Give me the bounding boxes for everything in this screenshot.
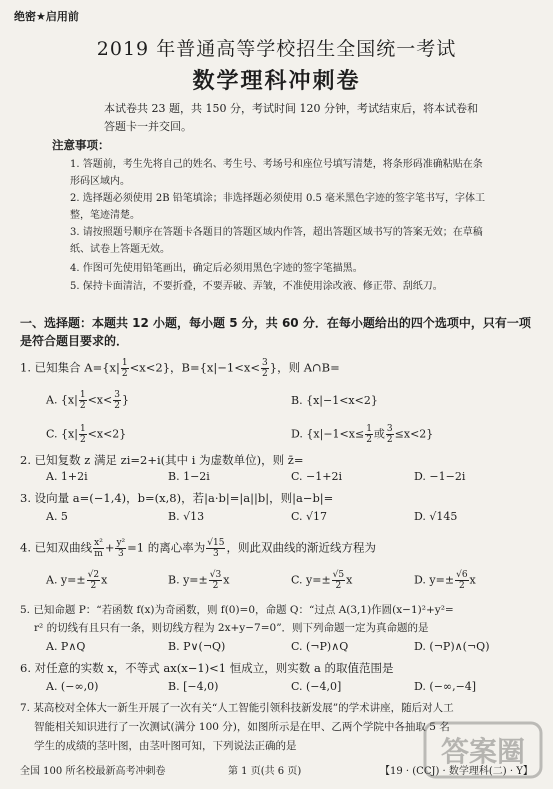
footer-source: 全国 100 所名校最新高考冲刺卷: [20, 766, 166, 777]
question-1-option-c: C. {x| $\frac{1}{2}$ <x<2}: [46, 424, 127, 445]
question-6-option-a: A. (−∞,0): [46, 680, 99, 693]
note-1: 1. 答题前，考生先将自己的姓名、考生号、考场号和座位号填写清楚，将条形码准确粘贴在条形码区域内。: [70, 159, 483, 187]
note-2: 2. 选择题必须使用 2B 铅笔填涂；非选择题必须使用 0.5 毫米黑色字迹的签字笔书写，字体工整，笔迹清楚。: [70, 193, 486, 221]
exam-title: 2019 年普通高等学校招生全国统一考试: [96, 38, 457, 60]
question-2-option-b: B. 1−2i: [168, 470, 210, 483]
question-5-option-b: B. P∨(¬Q): [168, 640, 226, 653]
note-3: 3. 请按照题号顺序在答题卡各题目的答题区域内作答，超出答题区域书写的答案无效；在草稿纸、试卷上答题无效。: [70, 227, 483, 255]
question-6-stem: 6. 对任意的实数 x，不等式 ax(x−1)<1 恒成立，则实数 a 的取值范围是: [20, 661, 394, 675]
question-2-option-c: C. −1+2i: [291, 470, 342, 483]
question-2-option-a: A. 1+2i: [46, 470, 88, 483]
confidential-label: 绝密★启用前: [14, 10, 79, 23]
question-3-option-c: C. √17: [291, 510, 328, 523]
question-5-option-a: A. P∧Q: [46, 640, 86, 653]
fraction: $\frac{3}{2}$: [262, 358, 268, 379]
question-3-option-a: A. 5: [46, 510, 68, 523]
watermark-logo: [423, 719, 543, 781]
question-7-line-1: 7. 某高校对全体大一新生开展了一次有关“人工智能引领科技新发展”的学术讲座，随后对人工: [20, 702, 454, 714]
question-3-option-d: D. √145: [414, 510, 458, 523]
question-1-option-a: A. {x| $\frac{1}{2}$ <x< $\frac{3}{2}$ }: [46, 390, 129, 411]
question-4-stem: 4. 已知双曲线 $\frac{\text{x²}}{m}$ + $\frac{\text{y²}}{3}$ =1 的离心率为 $\frac{√15}{3}$ ，则此双曲线的渐近线方程为: [20, 538, 376, 559]
question-6-option-b: B. [−4,0): [168, 680, 219, 693]
question-7-line-2: 智能相关知识进行了一次测试(满分 100 分)，如图所示是在甲、乙两个学院中各抽取 5 名: [34, 721, 450, 733]
note-5: 5. 保持卡面清洁，不要折叠，不要弄破、弄皱，不准使用涂改液、修正带、刮纸刀。: [70, 281, 443, 292]
question-3-option-b: B. √13: [168, 510, 205, 523]
question-6-option-d: D. (−∞,−4]: [414, 680, 477, 693]
question-4-option-b: B. y=± $\frac{√3}{2}$ x: [168, 570, 230, 591]
question-1-option-b: B. {x|−1<x<2}: [291, 394, 378, 407]
question-3-stem: 3. 设向量 a=(−1,4)，b=(x,8)，若|a·b|=|a||b|，则|a−b|=: [20, 491, 334, 505]
fraction: $\frac{1}{2}$: [121, 358, 128, 379]
question-4-option-d: D. y=± $\frac{√6}{2}$ x: [414, 570, 476, 591]
question-6-option-c: C. (−4,0]: [291, 680, 342, 693]
intro-text: 本试卷共 23 题，共 150 分，考试时间 120 分钟，考试结束后，将本试卷和答题卡一并交回。: [104, 102, 478, 133]
question-5-line-2: r² 的切线有且只有一条，则切线方程为 2x+y−7=0”．则下列命题一定为真命题的是: [34, 622, 429, 634]
question-5-option-d: D. (¬P)∧(¬Q): [414, 640, 490, 653]
notes-title: 注意事项：: [52, 138, 110, 152]
footer-page-number: 第 1 页(共 6 页): [228, 766, 302, 777]
question-4-option-c: C. y=± $\frac{√5}{2}$ x: [291, 570, 353, 591]
note-4: 4. 作图可先使用铅笔画出，确定后必须用黑色字迹的签字笔描黑。: [70, 263, 363, 274]
question-2-stem: 2. 已知复数 z 满足 zi=2+i(其中 i 为虚数单位)，则 z̄=: [20, 453, 304, 467]
question-4-option-a: A. y=± $\frac{√2}{2}$ x: [46, 570, 108, 591]
section-header: 一、选择题：本题共 12 小题，每小题 5 分，共 60 分．在每小题给出的四个选项中，只有一项是符合题目要求的．: [20, 316, 531, 348]
question-7-line-3: 学生的成绩的茎叶图，由茎叶图可知，下列说法正确的是: [34, 740, 297, 752]
question-5-line-1: 5. 已知命题 P：“若函数 f(x)为奇函数，则 f(0)=0，命题 Q：“过点 A(3,1)作圆(x−1)²+y²=: [20, 604, 454, 616]
watermark-text: 答案圈: [440, 735, 526, 768]
question-1-stem: 1. 已知集合 A={x| $\frac{1}{2}$ <x<2}，B={x|−1<x< $\frac{3}{2}$ }，则 A∩B=: [20, 358, 340, 379]
question-1-option-d: D. {x|−1<x≤ $\frac{1}{2}$ 或 $\frac{3}{2}$ ≤x<2}: [291, 424, 434, 445]
footer-code: 【19 · (CCJ) · 数学理科(二) · Y】: [380, 766, 533, 777]
question-5-option-c: C. (¬P)∧Q: [291, 640, 349, 653]
question-2-option-d: D. −1−2i: [414, 470, 466, 483]
paper-title: 数学理科冲刺卷: [192, 69, 361, 94]
